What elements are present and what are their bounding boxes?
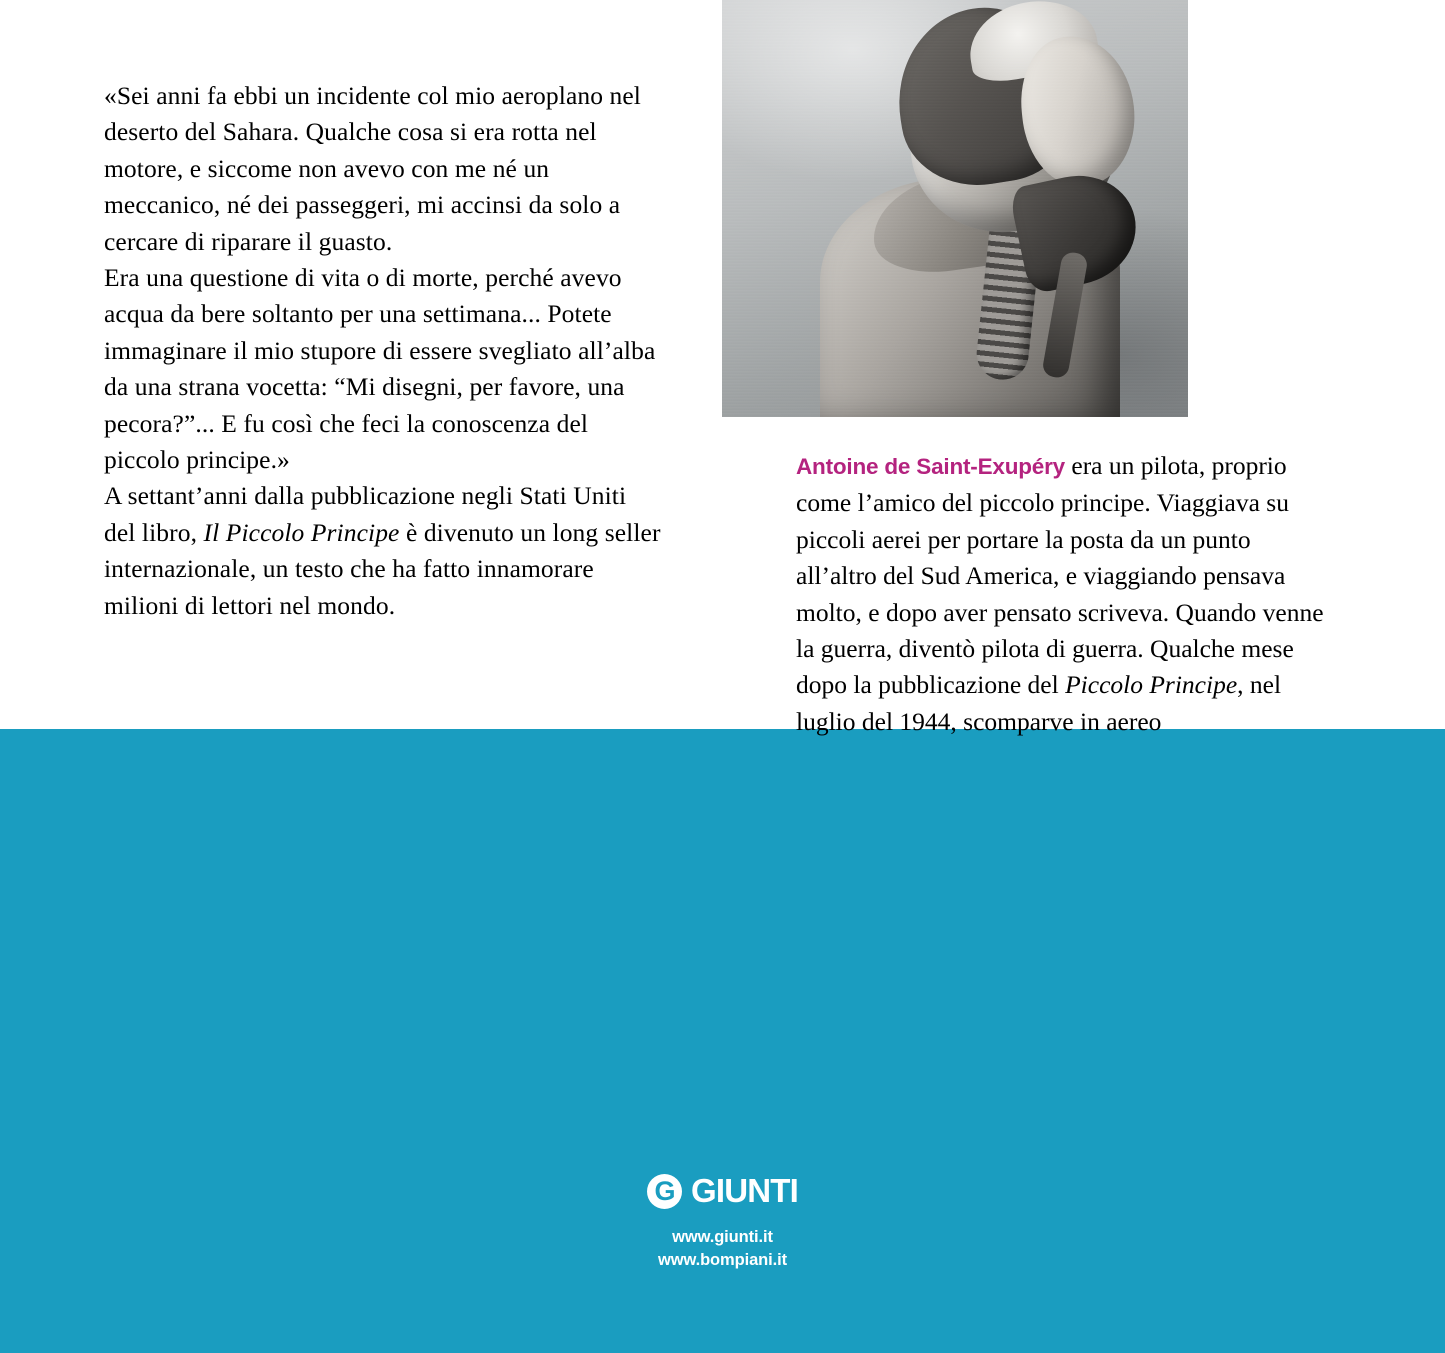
author-bio-text-after: , nel luglio del 1944, scomparve in aereo (796, 670, 1282, 736)
author-biography (796, 448, 1336, 740)
publisher-links (0, 1228, 1445, 1270)
blurb-closing-after: è divenuto un long seller internazionale, un testo che ha fatto innamorare milioni di lettori nel mondo. (104, 517, 661, 620)
blurb-quote-paragraph-2: Era una questione di vita o di morte, perché avevo acqua da bere soltanto per una settimana... Potete immaginare il mio stupore di essere svegliato all’alba da una strana vocetta: “Mi disegni, per favore, una pecora?”... E fu così che feci la conoscenza del piccolo principe.» (104, 263, 656, 475)
blurb-quote-paragraph-1: «Sei anni fa ebbi un incidente col mio aeroplano nel deserto del Sahara. Qualche cosa si era rotta nel motore, e siccome non avevo con me né un meccanico, né dei passeggeri, mi accinsi da solo a cercare di riparare il guasto. (104, 81, 641, 256)
publisher-logo (647, 1172, 798, 1210)
publisher-block (0, 1172, 1445, 1270)
author-bio-text-before: era un pilota, proprio come l’amico del piccolo principe. Viaggiava su piccoli aerei per portare la posta da un punto all’altro del Sud America, e viaggiando pensava molto, e dopo aver pensato scriveva. Quando venne la guerra, diventò pilota di guerra. Qualche mese dopo la pubblicazione del (796, 451, 1324, 700)
author-portrait-photo (722, 0, 1188, 417)
blurb-closing-paragraph (104, 478, 664, 624)
author-bio-book-title: Piccolo Principe (1065, 670, 1238, 700)
author-name: Antoine de Saint-Exupéry (796, 454, 1065, 479)
publisher-name: GIUNTI (690, 1172, 799, 1209)
link-giunti[interactable]: www.giunti.it (672, 1228, 773, 1246)
blurb-book-title: Il Piccolo Principe (203, 517, 400, 547)
giunti-circle-icon: G (647, 1174, 682, 1209)
blurb-closing-before: A settant’anni dalla pubblicazione negli Stati Uniti del libro, (104, 481, 627, 547)
book-blurb (104, 78, 664, 624)
link-bompiani[interactable]: www.bompiani.it (658, 1251, 787, 1269)
